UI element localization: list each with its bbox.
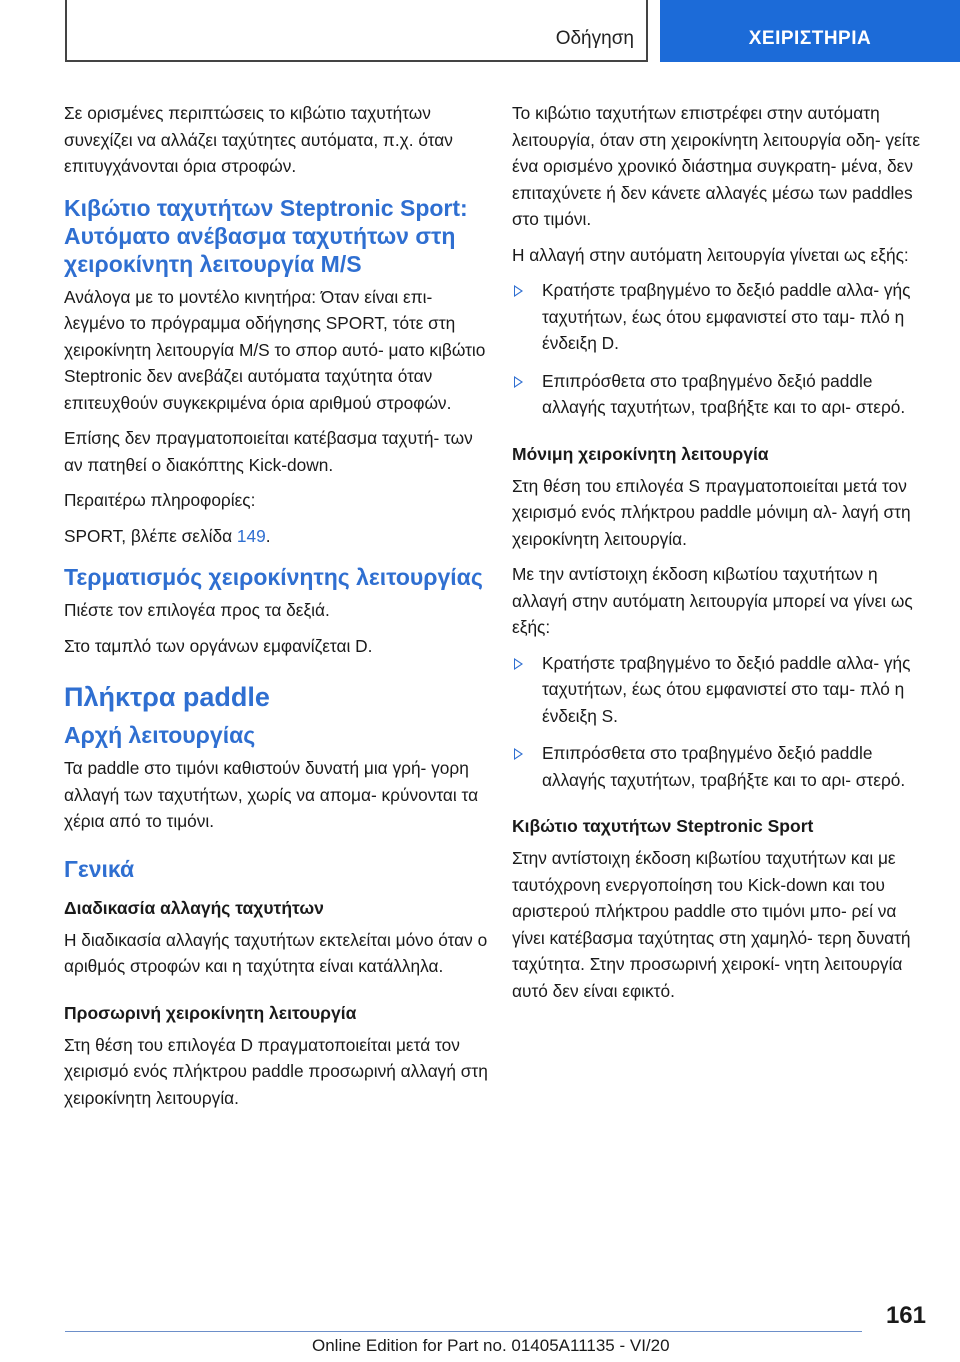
paragraph-auto-return-2: Η αλλαγή στην αυτόματη λειτουργία γίνεται ως εξής: [512, 244, 909, 265]
paragraph-permanent-manual-2: Με την αντίστοιχη έκδοση κιβωτίου ταχυτήτων η αλλαγή στην αυτόματη λειτουργία μπορεί να γίνει ως εξής: [512, 564, 913, 637]
heading-steptronic-sport-auto-upshift: Κιβώτιο ταχυτήτων Steptronic Sport: Αυτόματο ανέβασμα ταχυτήτων στη χειροκίνητη λειτουργία M/S [64, 194, 468, 277]
list-item: Κρατήστε τραβηγμένο το δεξιό paddle αλλα- γής ταχυτήτων, έως ότου εμφανιστεί στο ταμ- πλό η ένδειξη S. [512, 650, 926, 730]
heading-temporary-manual: Προσωρινή χειροκίνητη λειτουργία [64, 1002, 357, 1023]
footer-divider [65, 1331, 862, 1332]
list-item: Επιπρόσθετα στο τραβηγμένο δεξιό paddle αλλαγής ταχυτήτων, τραβήξτε και το αρι- στερό. [512, 368, 926, 421]
paragraph-sport-1: Ανάλογα με το μοντέλο κινητήρα: Όταν είναι επι- λεγμένο το πρόγραμμα οδήγησης SPORT, τότε στη χειροκίνητη λειτουργία M/S το σπορ αυτό- ματο κιβώτιο Steptronic δεν ανεβάζει αυτόματα ταχύτητα όταν επιτευχθούν συγκεκριμένα όρια αριθμού στροφών. [64, 286, 486, 413]
list-item: Κρατήστε τραβηγμένο το δεξιό paddle αλλα- γής ταχυτήτων, έως ότου εμφανιστεί στο ταμ- πλό η ένδειξη D. [512, 277, 926, 357]
triangle-bullet-icon [514, 376, 523, 388]
paragraph-sport-2: Επίσης δεν πραγματοποιείται κατέβασμα ταχυτή- των αν πατηθεί ο διακόπτης Kick-down. [64, 428, 473, 475]
reference-text: SPORT, βλέπε σελίδα [64, 525, 237, 546]
heading-paddles: Πλήκτρα paddle [64, 682, 270, 712]
header-section-label: Οδήγηση [555, 28, 634, 49]
heading-end-manual-mode: Τερματισμός χειροκίνητης λειτουργίας [64, 564, 483, 590]
header-chapter-tab [660, 0, 960, 62]
intro-paragraph: Σε ορισμένες περιπτώσεις το κιβώτιο ταχυτήτων συνεχίζει να αλλάζει ταχύτητες αυτόματα, π.χ. όταν επιτυγχάνονται όρια στροφών. [64, 103, 453, 176]
paragraph-end-2: Στο ταμπλό των οργάνων εμφανίζεται D. [64, 635, 373, 656]
triangle-bullet-icon [514, 748, 523, 760]
footer-edition: Online Edition for Part no. 01405A11135 - VI/20 [312, 1336, 670, 1355]
paragraph-more-info: Περαιτέρω πληροφορίες: [64, 490, 256, 510]
left-column [64, 100, 492, 1120]
triangle-bullet-icon [514, 658, 523, 670]
page-number: 161 [885, 1302, 926, 1329]
reference-end: . [265, 525, 271, 546]
header-chapter-label: ΧΕΙΡΙΣΤΗΡΙΑ [748, 28, 872, 49]
page-reference-link[interactable]: 149 [236, 525, 266, 546]
instruction-list-2 [512, 650, 926, 794]
list-item: Επιπρόσθετα στο τραβηγμένο δεξιό paddle αλλαγής ταχυτήτων, τραβήξτε και το αρι- στερό. [512, 740, 926, 793]
paragraph-auto-return-1: Το κιβώτιο ταχυτήτων επιστρέφει στην αυτόματη λειτουργία, όταν στη χειροκίνητη λειτουργία οδη- γείτε ένα ορισμένο χρονικό διάστημα συγκρατη- μένα, δεν επιταχύνετε ή δεν κάνετε αλλαγές μέσω των paddles στο τιμόνι. [512, 103, 921, 229]
paragraph-end-1: Πιέστε τον επιλογέα προς τα δεξιά. [64, 600, 330, 620]
header-section-tab [65, 0, 648, 62]
paragraph-permanent-manual-1: Στη θέση του επιλογέα S πραγματοποιείται μετά τον χειρισμό ενός πλήκτρου paddle μόνιμη αλ- λαγή στη χειροκίνητη λειτουργία. [512, 475, 911, 549]
paragraph-principle: Τα paddle στο τιμόνι καθιστούν δυνατή μια γρή- γορη αλλαγή των ταχυτήτων, χωρίς να απομα- κρύνονται τα χέρια από το τιμόνι. [64, 758, 479, 831]
heading-shift-procedure: Διαδικασία αλλαγής ταχυτήτων [64, 897, 324, 918]
paragraph-reference [64, 523, 492, 550]
paragraph-shift-procedure: Η διαδικασία αλλαγής ταχυτήτων εκτελείται μόνο όταν ο αριθμός στροφών και η ταχύτητα είναι κατάλληλα. [64, 929, 488, 976]
paragraph-temporary-manual: Στη θέση του επιλογέα D πραγματοποιείται μετά τον χειρισμό ενός πλήκτρου paddle προσωρινή αλλαγή στη χειροκίνητη λειτουργία. [64, 1034, 488, 1108]
heading-permanent-manual: Μόνιμη χειροκίνητη λειτουργία [512, 443, 769, 464]
instruction-list-1 [512, 277, 926, 421]
right-column [512, 100, 926, 1013]
triangle-bullet-icon [514, 285, 523, 297]
heading-steptronic-sport: Κιβώτιο ταχυτήτων Steptronic Sport [512, 816, 814, 836]
heading-principle: Αρχή λειτουργίας [64, 722, 256, 748]
paragraph-steptronic-sport: Στην αντίστοιχη έκδοση κιβωτίου ταχυτήτων και με ταυτόχρονη ενεργοποίηση του Kick-down και του αριστερού πλήκτρου paddle στο τιμόνι μπο- ρεί να γίνει κατέβασμα ταχύτητας στη χαμηλό- τερη δυνατή ταχύτητα. Στην προσωρινή χειροκί- νητη λειτουργία αυτό δεν είναι εφικτό. [512, 848, 911, 1001]
heading-general: Γενικά [64, 855, 135, 882]
